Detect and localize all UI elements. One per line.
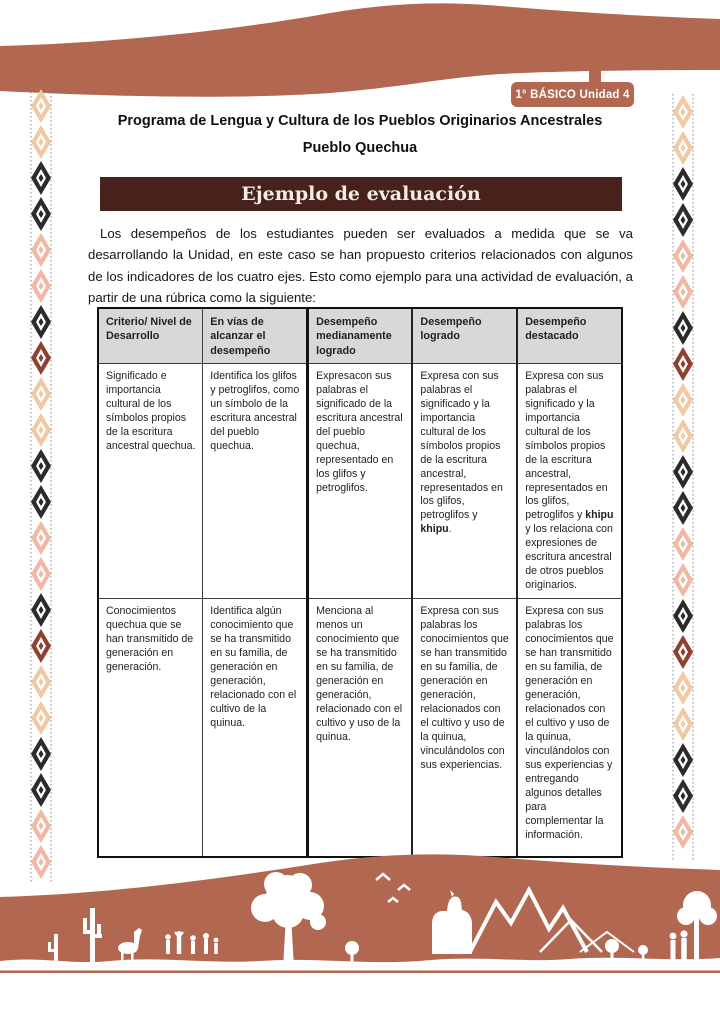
column-header: Criterio/ Nivel de Desarrollo bbox=[98, 308, 203, 363]
textile-diamond-motif bbox=[31, 701, 51, 735]
textile-diamond-motif bbox=[673, 563, 693, 597]
textile-diamond-motif bbox=[31, 341, 51, 375]
textile-diamond-motif bbox=[31, 485, 51, 519]
column-header: Desempeño logrado bbox=[412, 308, 517, 363]
left-textile-border bbox=[30, 88, 52, 882]
textile-diamond-motif bbox=[673, 419, 693, 453]
textile-diamond-motif bbox=[673, 203, 693, 237]
program-title-line1: Programa de Lengua y Cultura de los Pueblos Originarios Ancestrales bbox=[117, 113, 603, 129]
textile-diamond-motif bbox=[31, 197, 51, 231]
textile-diamond-motif bbox=[673, 347, 693, 381]
textile-diamond-motif bbox=[31, 413, 51, 447]
program-title-line2: Pueblo Quechua bbox=[302, 140, 418, 156]
column-header: Desempeño medianamente logrado bbox=[308, 308, 413, 363]
textile-diamond-motif bbox=[673, 491, 693, 525]
header-row bbox=[98, 308, 622, 363]
table-cell: Significado e importancia cultural de los símbolos propios de la escritura ancestral quechua. bbox=[98, 363, 203, 599]
textile-diamond-motif bbox=[673, 707, 693, 741]
rubric-table bbox=[97, 307, 623, 858]
textile-diamond-motif bbox=[673, 527, 693, 561]
textile-diamond-motif bbox=[31, 665, 51, 699]
table-cell: Expresa con sus palabras el significado y la importancia cultural de los símbolos propios de la escritura ancestral, representados en los glifos, petroglifos y khipu. bbox=[412, 363, 517, 599]
textile-diamond-motif bbox=[31, 269, 51, 303]
textile-diamond-motif bbox=[31, 629, 51, 663]
table-cell: Identifica algún conocimiento que se ha transmitido en su familia, de generación en generación, relacionado con el cultivo de la quinua. bbox=[203, 599, 308, 857]
rubric-table-body bbox=[98, 363, 622, 857]
footer-landscape-illustration bbox=[0, 850, 720, 1019]
textile-diamond-motif bbox=[31, 161, 51, 195]
rubric-table-head bbox=[98, 308, 622, 363]
textile-diamond-motif bbox=[673, 815, 693, 849]
table-cell: Expresacon sus palabras el significado de la escritura ancestral del pueblo quechua, representado en los glifos y petroglifos. bbox=[308, 363, 413, 599]
table-cell: Expresa con sus palabras los conocimientos que se han transmitido en su familia, de generación en generación, relacionados con el cultivo y uso de la quinua, vinculándolos con sus experiencias. bbox=[412, 599, 517, 857]
textile-diamond-motif bbox=[31, 737, 51, 771]
unit-badge-label: 1° BÁSICO Unidad 4 bbox=[515, 88, 630, 101]
table-cell: Menciona al menos un conocimiento que se ha transmitido en su familia, de generación en generación, relacionado con el cultivo y uso de la quinua. bbox=[308, 599, 413, 857]
table-cell: Expresa con sus palabras los conocimientos que se han transmitido en su familia, de generación en generación, relacionados con el cultivo y uso de la quinua, vinculándolos con sus experiencias y entregando algunos detalles para complementar la información. bbox=[517, 599, 622, 857]
column-header: En vías de alcanzar el desempeño bbox=[203, 308, 308, 363]
textile-diamond-motif bbox=[673, 599, 693, 633]
textile-diamond-motif bbox=[31, 521, 51, 555]
textile-diamond-motif bbox=[31, 773, 51, 807]
textile-diamond-motif bbox=[673, 239, 693, 273]
textile-diamond-motif bbox=[673, 671, 693, 705]
textile-diamond-motif bbox=[31, 377, 51, 411]
textile-diamond-motif bbox=[673, 455, 693, 489]
textile-diamond-motif bbox=[31, 449, 51, 483]
textile-diamond-motif bbox=[673, 779, 693, 813]
textile-diamond-motif bbox=[31, 593, 51, 627]
textile-diamond-motif bbox=[31, 233, 51, 267]
textile-diamond-motif bbox=[31, 305, 51, 339]
section-title: Ejemplo de evaluación bbox=[241, 183, 481, 205]
textile-diamond-motif bbox=[673, 311, 693, 345]
intro-paragraph: Los desempeños de los estudiantes pueden ser evaluados a medida que se va desarrollando la Unidad, en este caso se han propuesto criterios relacionados con algunos de los indicadores de los cuatro ejes. Esto como ejemplo para una actividad de evaluación, a partir de una rúbrica como la siguiente: bbox=[88, 226, 633, 306]
textile-diamond-motif bbox=[673, 635, 693, 669]
unit-badge bbox=[511, 82, 634, 107]
textile-diamond-motif bbox=[31, 557, 51, 591]
textile-diamond-motif bbox=[673, 167, 693, 201]
textile-diamond-motif bbox=[31, 809, 51, 843]
table-row bbox=[98, 599, 622, 857]
column-header: Desempeño destacado bbox=[517, 308, 622, 363]
right-textile-border bbox=[672, 94, 694, 860]
table-cell: Identifica los glifos y petroglifos, como un símbolo de la escritura ancestral del pueblo quechua. bbox=[203, 363, 308, 599]
table-cell: Expresa con sus palabras el significado y la importancia cultural de los símbolos propios de la escritura ancestral, representados en los glifos, petroglifos y khipu y los relaciona con expresiones de escritura ancestral de otros pueblos originarios. bbox=[517, 363, 622, 599]
table-cell: Conocimientos quechua que se han transmitido de generación en generación. bbox=[98, 599, 203, 857]
textile-diamond-motif bbox=[673, 275, 693, 309]
textile-diamond-motif bbox=[673, 743, 693, 777]
section-title-bar bbox=[100, 177, 622, 211]
table-row bbox=[98, 363, 622, 599]
textile-diamond-motif bbox=[673, 383, 693, 417]
